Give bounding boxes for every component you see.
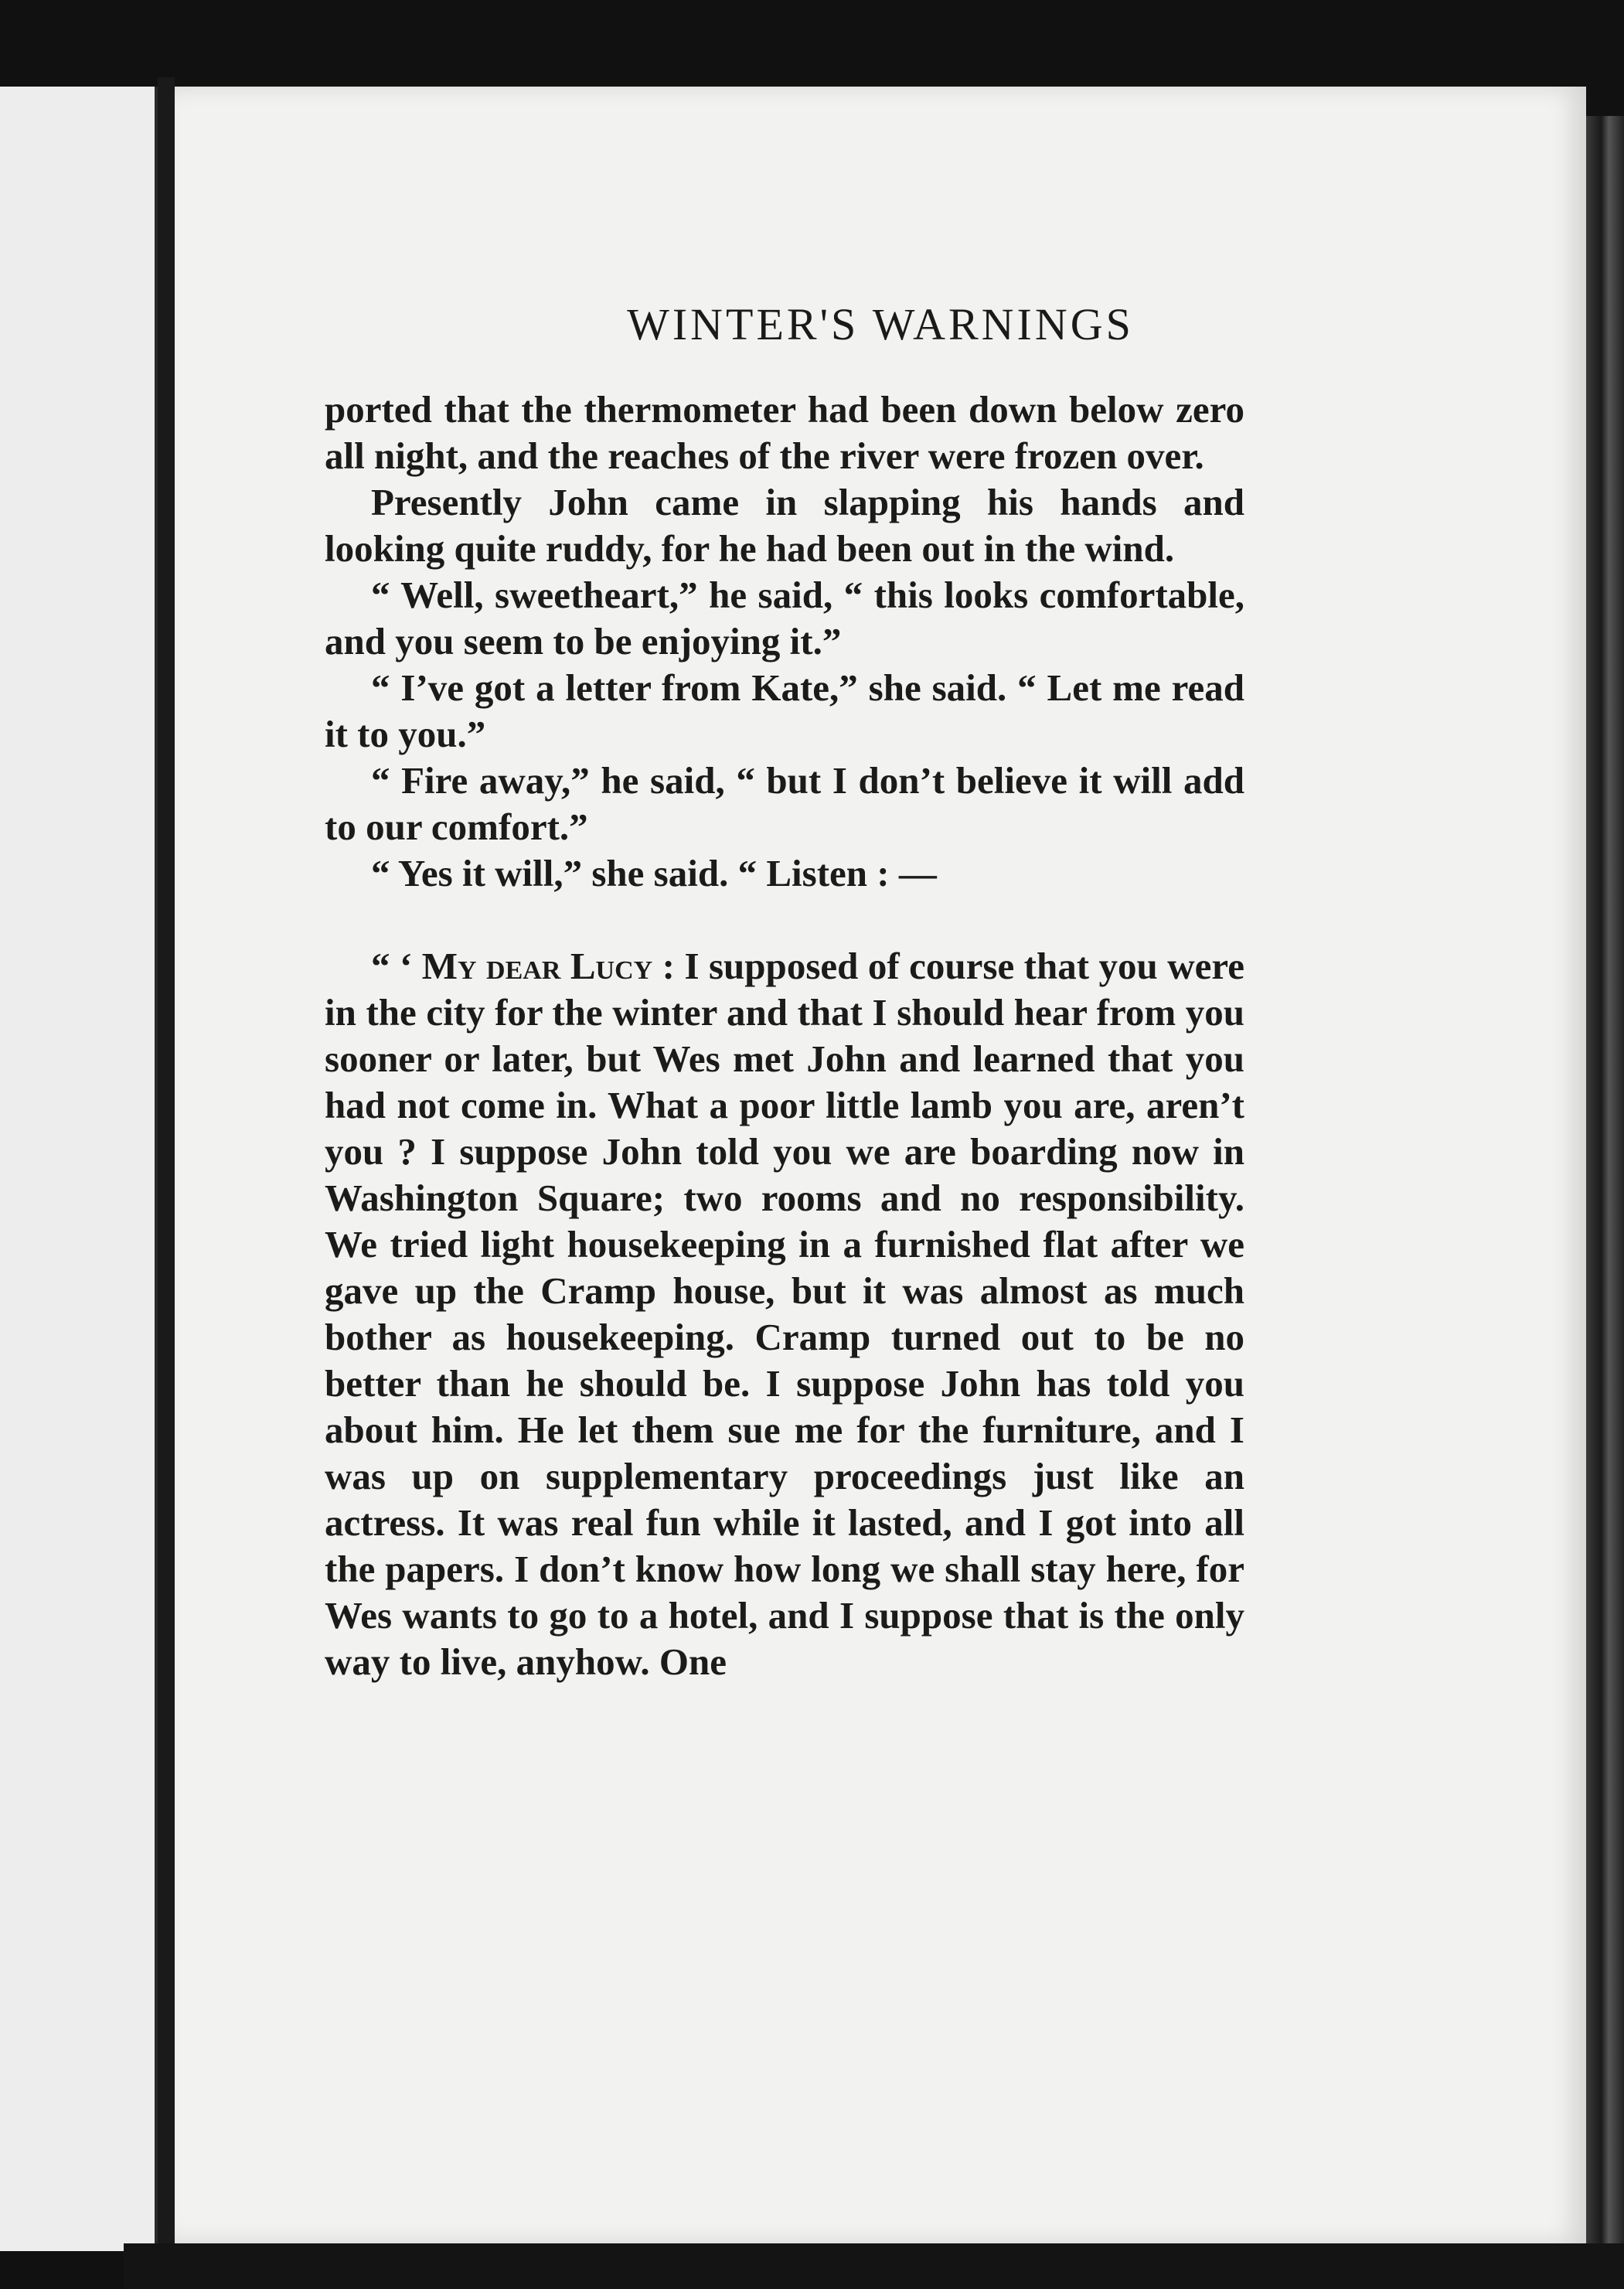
scan-bottom-edge bbox=[124, 2243, 1624, 2289]
paragraph: ported that the thermometer had been down below zero all night, and the reaches of the river were frozen over. bbox=[325, 388, 1244, 477]
paragraph: “ Well, sweetheart,” he said, “ this looks comfortable, and you seem to be enjoying it.” bbox=[325, 574, 1244, 663]
letter-salutation: My dear Lucy bbox=[421, 945, 653, 987]
book-gutter bbox=[158, 77, 175, 2265]
facing-page-edge bbox=[0, 87, 158, 2251]
letter-body: I supposed of course that you were in the city for the winter and that I should hear from you sooner or later, but Wes met John and learned that you had not come in. What a poor little lamb you are, aren’t you ? I suppose John told you we are boarding now in Washington Square; two rooms and no responsibility. We tried light housekeeping in a furnished flat after we gave up the Cramp house, but it was almost as much bother as housekeeping. Cramp turned out to be no better than he should be. I suppose John has told you about him. He let them sue me for the furniture, and I was up on supplementary proceedings just like an actress. It was real fun while it lasted, and I got into all the papers. I don’t know how long we shall stay here, for Wes wants to go to a hotel, and I suppose that is the only way to live, anyhow. One bbox=[325, 945, 1244, 1683]
letter-salutation-separator: : bbox=[652, 945, 685, 987]
paragraph: “ Fire away,” he said, “ but I don’t believe it will add to our comfort.” bbox=[325, 759, 1244, 848]
running-head: WINTER'S WARNINGS bbox=[627, 299, 1134, 349]
paragraph: “ Yes it will,” she said. “ Listen : — bbox=[371, 852, 937, 894]
paragraph: Presently John came in slapping his hands and looking quite ruddy, for he had been out in the wind. bbox=[325, 481, 1244, 570]
book-page bbox=[175, 87, 1586, 2243]
paragraph: “ I’ve got a letter from Kate,” she said. “ Let me read it to you.” bbox=[325, 666, 1244, 755]
letter-paragraph bbox=[325, 943, 1244, 1685]
letter-opening-quote: “ ‘ bbox=[371, 945, 422, 987]
body-text bbox=[325, 387, 1244, 1685]
page-stack-edge bbox=[1586, 116, 1624, 2289]
